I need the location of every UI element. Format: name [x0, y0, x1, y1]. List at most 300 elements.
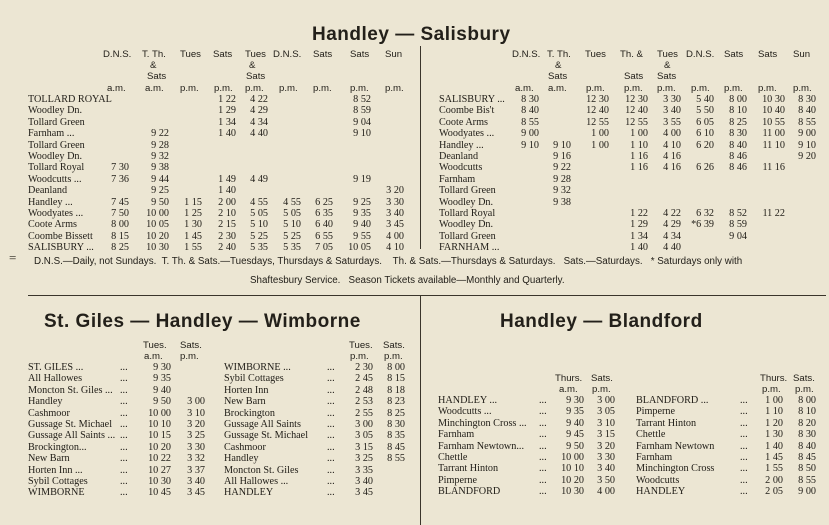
hs-right-day: &	[664, 60, 671, 71]
time-cell	[509, 242, 539, 253]
time-cell	[205, 151, 236, 162]
hs-right-time-col	[715, 94, 747, 253]
time-cell: 1 15	[184, 196, 202, 208]
hs-right-day: D.N.S.	[686, 49, 715, 60]
time-cell: 9 35	[353, 207, 371, 219]
stop-name: TOLLARD ROYAL	[28, 94, 112, 105]
time-cell: 5 40	[696, 94, 714, 105]
time-cell: 4 40	[250, 128, 268, 140]
time-cell: 3 30	[597, 451, 615, 463]
time-cell: 2 05	[765, 486, 783, 498]
time-cell: 9 45	[566, 429, 584, 441]
hs-right-time-col	[509, 94, 539, 253]
stop-name: BLANDFORD ...	[636, 395, 709, 406]
time-cell: 7 05	[315, 242, 333, 254]
leader-dots: ...	[539, 463, 547, 475]
time-cell	[509, 162, 539, 173]
time-cell: 3 25	[355, 453, 373, 465]
time-cell	[541, 242, 571, 253]
time-cell: 4 49	[250, 173, 268, 185]
time-cell: 8 59	[729, 219, 747, 231]
leader-dots: ...	[327, 430, 335, 442]
sg-out-tues-header: Tues.	[143, 340, 167, 351]
leader-dots: ...	[327, 384, 335, 396]
leader-dots: ...	[327, 464, 335, 476]
time-cell	[238, 140, 268, 151]
time-cell: 3 20	[386, 185, 404, 197]
time-cell: 2 30	[218, 230, 236, 242]
top-vertical-divider	[420, 46, 421, 249]
time-cell: 2 30	[355, 362, 373, 373]
time-cell	[577, 162, 609, 173]
time-cell: 10 22	[148, 453, 171, 465]
time-cell	[541, 208, 571, 219]
stop-name: HANDLEY ...	[438, 395, 498, 406]
stop-name: Chettle	[636, 429, 666, 441]
time-cell: 8 40	[798, 105, 816, 117]
hs-left-ampm: p.m.	[279, 83, 298, 94]
time-cell	[577, 174, 609, 185]
stop-name: Deanland	[439, 150, 479, 162]
time-cell	[172, 162, 202, 173]
time-cell	[98, 105, 129, 116]
hs-left-ampm: p.m.	[180, 83, 199, 94]
time-cell	[374, 128, 404, 139]
stop-name: Coombe Bissett	[28, 230, 93, 242]
time-cell	[650, 197, 681, 208]
time-cell	[303, 185, 333, 196]
time-cell: 12 40	[625, 105, 648, 117]
time-cell: 6 35	[315, 207, 333, 219]
hs-left-day: Sats	[246, 71, 266, 82]
hs-left-ampm: a.m.	[145, 83, 164, 94]
time-cell: 10 30	[561, 486, 584, 498]
time-cell: 1 10	[765, 406, 783, 418]
time-cell	[337, 185, 371, 196]
time-cell	[509, 151, 539, 162]
time-cell: 8 46	[729, 150, 747, 162]
sg-ret-tues-header: Tues.	[349, 340, 373, 351]
time-cell	[786, 197, 816, 208]
time-cell	[577, 185, 609, 196]
time-cell	[509, 231, 539, 242]
time-cell	[750, 219, 785, 230]
time-cell: 3 40	[187, 475, 205, 487]
stop-name: Woodley Dn.	[28, 150, 83, 162]
hs-right-ampm: a.m.	[548, 83, 567, 94]
stop-name: Woodley Dn.	[28, 105, 83, 117]
stop-name: HANDLEY	[636, 486, 686, 498]
hb-ret-leaders	[740, 395, 748, 498]
time-cell	[135, 105, 169, 116]
time-cell: 6 40	[315, 219, 333, 231]
stop-name: Horten Inn ...	[28, 464, 83, 476]
stop-name: Cashmoor	[28, 407, 70, 419]
stop-name: Brockington	[224, 407, 275, 419]
time-cell	[715, 242, 747, 253]
time-cell: 8 40	[521, 105, 539, 117]
leader-dots: ...	[120, 453, 128, 465]
time-cell	[98, 185, 129, 196]
sg-ret-ampm: p.m.	[350, 351, 369, 362]
time-cell: 9 50	[153, 396, 171, 408]
time-cell: 1 29	[218, 105, 236, 117]
time-cell: 4 22	[663, 207, 681, 219]
hs-left-time-col	[337, 94, 371, 253]
time-cell: 9 38	[151, 162, 169, 174]
hs-left-ampm: p.m.	[245, 83, 264, 94]
time-cell: 8 23	[387, 396, 405, 408]
hs-left-time-col	[238, 94, 268, 253]
time-cell: 1 55	[184, 242, 202, 254]
hb-ret-ampm: p.m.	[795, 384, 814, 395]
time-cell: 9 30	[153, 362, 171, 373]
leader-dots: ...	[120, 430, 128, 442]
time-cell: 8 50	[798, 463, 816, 475]
leader-dots: ...	[327, 396, 335, 408]
hs-right-day: Sats	[657, 71, 677, 82]
section-divider	[28, 295, 826, 296]
stop-name: Tollard Green	[439, 230, 496, 242]
hs-left-day: Sun	[385, 49, 403, 60]
bottom-vertical-divider	[420, 296, 421, 525]
time-cell: 4 16	[663, 150, 681, 162]
time-cell: 9 00	[521, 128, 539, 140]
time-cell: 5 25	[250, 230, 268, 242]
time-cell	[205, 162, 236, 173]
stop-name: Sybil Cottages	[224, 373, 284, 385]
time-cell: 8 25	[111, 242, 129, 254]
leader-dots: ...	[120, 384, 128, 396]
stop-name: Horten Inn	[224, 384, 269, 396]
leader-dots: ...	[740, 440, 748, 452]
hb-ret-sat-header: Sats.	[793, 373, 815, 384]
time-cell: 9 50	[151, 196, 169, 208]
time-cell: 8 30	[521, 94, 539, 105]
time-cell: 9 25	[353, 196, 371, 208]
hs-left-ampm: p.m.	[350, 83, 369, 94]
stop-name: Farnham	[439, 173, 476, 185]
hs-right-ampm: p.m.	[793, 83, 812, 94]
time-cell	[650, 185, 681, 196]
time-cell: 7 50	[111, 207, 129, 219]
stop-name: Moncton St. Giles	[224, 464, 299, 476]
sg-ret-ampm: p.m.	[384, 351, 403, 362]
time-cell: 1 40	[218, 185, 236, 197]
time-cell: 8 52	[353, 94, 371, 105]
stop-name: Coombe Bis't	[439, 105, 495, 117]
time-cell: 8 25	[387, 407, 405, 419]
time-cell: 8 30	[729, 128, 747, 140]
leader-dots: ...	[539, 440, 547, 452]
time-cell: 10 05	[348, 242, 371, 254]
time-cell	[271, 117, 301, 128]
time-cell: 4 55	[250, 196, 268, 208]
leader-dots: ...	[327, 475, 335, 487]
time-cell	[541, 231, 571, 242]
time-cell: 9 44	[151, 173, 169, 185]
time-cell	[374, 140, 404, 151]
time-cell: 3 45	[386, 219, 404, 231]
hs-right-day: Sats	[624, 71, 644, 82]
time-cell	[303, 151, 333, 162]
time-cell: 4 29	[250, 105, 268, 117]
time-cell: 7 30	[111, 162, 129, 174]
time-cell	[303, 117, 333, 128]
stop-name: Deanland	[28, 185, 68, 197]
stop-name: Coote Arms	[439, 116, 488, 128]
time-cell: 3 45	[187, 487, 205, 499]
stop-name: Minchington Cross ...	[438, 417, 527, 429]
time-cell	[541, 117, 571, 128]
time-cell	[172, 151, 202, 162]
time-cell: 3 45	[355, 487, 373, 499]
time-cell	[98, 174, 129, 185]
stop-name: BLANDFORD	[438, 486, 501, 498]
time-cell	[374, 117, 404, 128]
time-cell	[172, 105, 202, 116]
hs-left-day: D.N.S.	[103, 49, 132, 60]
time-cell	[750, 185, 785, 196]
time-cell	[786, 174, 816, 185]
time-cell	[98, 117, 129, 128]
leader-dots: ...	[327, 362, 335, 373]
time-cell	[303, 94, 333, 105]
stop-name: WIMBORNE	[28, 487, 85, 499]
time-cell: 9 22	[151, 128, 169, 140]
time-cell: 9 04	[353, 116, 371, 128]
hs-right-day: Tues	[585, 49, 606, 60]
hs-left-time-col	[271, 94, 301, 253]
time-cell: 3 30	[386, 196, 404, 208]
time-cell	[541, 94, 571, 105]
stop-name: Handley	[224, 453, 259, 465]
time-cell: 10 00	[561, 451, 584, 463]
time-cell	[750, 197, 785, 208]
time-cell: 8 20	[798, 417, 816, 429]
time-cell: 9 10	[798, 139, 816, 151]
time-cell	[613, 174, 648, 185]
time-cell: 4 00	[386, 230, 404, 242]
time-cell	[374, 105, 404, 116]
time-cell: 9 04	[729, 230, 747, 242]
stop-name: Farnham Newtown	[636, 440, 715, 452]
stop-name: New Barn	[28, 453, 70, 465]
time-cell: 12 55	[586, 116, 609, 128]
stop-name: HANDLEY	[224, 487, 274, 499]
hs-left-day: &	[150, 60, 157, 71]
time-cell	[577, 151, 609, 162]
hs-left-day: T. Th.	[142, 49, 166, 60]
time-cell: 3 40	[597, 463, 615, 475]
time-cell: 1 30	[184, 219, 202, 231]
hb-out-ampm: a.m.	[559, 384, 578, 395]
time-cell: 2 10	[218, 207, 236, 219]
time-cell: 3 30	[663, 94, 681, 105]
time-cell: 6 25	[315, 196, 333, 208]
time-cell: 9 32	[553, 185, 571, 197]
time-cell: 9 19	[353, 173, 371, 185]
time-cell: 10 27	[148, 464, 171, 476]
time-cell: 1 40	[630, 242, 648, 254]
hb-out-sat-col	[588, 395, 615, 498]
time-cell	[509, 219, 539, 230]
time-cell: 2 00	[765, 474, 783, 486]
time-cell: 5 10	[283, 219, 301, 231]
hs-left-stops	[28, 94, 112, 254]
time-cell	[683, 185, 714, 196]
time-cell: 3 10	[187, 407, 205, 419]
hs-right-time-col	[541, 94, 571, 253]
time-cell: 10 45	[148, 487, 171, 499]
hb-ret-sat-col	[787, 395, 816, 498]
time-cell	[577, 197, 609, 208]
time-cell: 10 15	[148, 430, 171, 442]
time-cell: 5 25	[283, 230, 301, 242]
time-cell	[374, 162, 404, 173]
time-cell	[509, 208, 539, 219]
time-cell: 3 50	[597, 474, 615, 486]
time-cell: 8 00	[798, 395, 816, 406]
time-cell: 3 20	[187, 418, 205, 430]
leader-dots: ...	[327, 453, 335, 465]
time-cell	[172, 117, 202, 128]
time-cell: 8 18	[387, 384, 405, 396]
season-ticket-note: Shaftesbury Service. Season Tickets available—Monthly and Quarterly.	[250, 275, 565, 286]
time-cell: 9 28	[553, 173, 571, 185]
stop-name: SALISBURY ...	[28, 242, 94, 254]
time-cell	[172, 128, 202, 139]
time-cell: 2 48	[355, 384, 373, 396]
time-cell: 11 16	[762, 162, 785, 174]
time-cell: 1 49	[218, 173, 236, 185]
time-cell: 6 55	[315, 230, 333, 242]
leader-dots: ...	[120, 362, 128, 373]
time-cell	[303, 162, 333, 173]
leader-dots: ...	[539, 417, 547, 429]
time-cell: 1 22	[630, 207, 648, 219]
time-cell: 8 10	[729, 105, 747, 117]
time-cell: 9 38	[553, 196, 571, 208]
time-cell: 10 55	[762, 116, 785, 128]
stop-name: Woodcutts ...	[28, 173, 82, 185]
hs-left-time-col	[98, 94, 129, 253]
leader-dots: ...	[539, 474, 547, 486]
time-cell: 1 40	[218, 128, 236, 140]
time-cell	[172, 174, 202, 185]
time-cell: 8 00	[729, 94, 747, 105]
time-cell: 9 35	[566, 406, 584, 418]
hs-left-day: Tues	[180, 49, 201, 60]
time-cell: 8 45	[387, 441, 405, 453]
time-cell: 8 55	[798, 474, 816, 486]
stop-name: Farnham	[636, 451, 673, 463]
time-cell	[271, 105, 301, 116]
stop-name: Tollard Royal	[28, 162, 85, 174]
time-cell: 8 30	[798, 429, 816, 441]
hs-right-ampm: p.m.	[758, 83, 777, 94]
time-cell: 8 15	[111, 230, 129, 242]
time-cell: 4 29	[663, 219, 681, 231]
time-cell	[238, 162, 268, 173]
hs-right-ampm: p.m.	[586, 83, 605, 94]
time-cell	[577, 231, 609, 242]
hs-right-day: Sats	[724, 49, 744, 60]
time-cell: 3 05	[597, 406, 615, 418]
time-cell: 3 05	[355, 430, 373, 442]
stop-name: Woodyates ...	[439, 128, 495, 140]
time-cell: 3 00	[597, 395, 615, 406]
time-cell: 9 22	[553, 162, 571, 174]
time-cell: 9 00	[798, 128, 816, 140]
stop-name: SALISBURY ...	[439, 94, 505, 105]
time-cell	[98, 94, 129, 105]
time-cell: 10 20	[148, 441, 171, 453]
time-cell: 10 30	[148, 475, 171, 487]
time-cell: 9 28	[151, 139, 169, 151]
time-cell: 3 40	[355, 475, 373, 487]
time-cell: 12 30	[586, 94, 609, 105]
time-cell: 5 05	[283, 207, 301, 219]
hb-out-thu-col	[553, 395, 584, 498]
hb-ret-thu-header: Thurs.	[760, 373, 788, 384]
time-cell: 1 45	[184, 230, 202, 242]
stop-name: Gussage St. Michael	[28, 418, 113, 430]
time-cell: 1 20	[765, 417, 783, 429]
time-cell: 8 45	[798, 451, 816, 463]
time-cell: 10 10	[148, 418, 171, 430]
stop-name: FARNHAM ...	[439, 242, 500, 254]
time-cell: 6 05	[696, 116, 714, 128]
hs-right-time-col	[750, 94, 785, 253]
time-cell: 1 55	[765, 463, 783, 475]
stop-name: Woodcutts	[636, 474, 680, 486]
time-cell: 4 16	[663, 162, 681, 174]
time-cell: 9 10	[521, 139, 539, 151]
time-cell	[135, 117, 169, 128]
time-cell: 3 30	[187, 441, 205, 453]
hs-right-day: D.N.S.	[512, 49, 541, 60]
stop-name: Chettle	[438, 451, 468, 463]
time-cell: 12 30	[625, 94, 648, 105]
hs-right-day: &	[555, 60, 562, 71]
time-cell: 5 10	[250, 219, 268, 231]
sg-out-sats-header: Sats.	[180, 340, 202, 351]
stop-name: Farnham Newtown...	[438, 440, 525, 452]
time-cell: 8 30	[387, 418, 405, 430]
time-cell: 8 40	[798, 440, 816, 452]
time-cell: 8 55	[387, 453, 405, 465]
time-cell	[303, 174, 333, 185]
leader-dots: ...	[327, 487, 335, 499]
time-cell	[613, 197, 648, 208]
time-cell	[238, 151, 268, 162]
hs-left-ampm: p.m.	[214, 83, 233, 94]
time-cell: *6 39	[691, 219, 714, 231]
hb-out-leaders	[539, 395, 547, 498]
leader-dots: ...	[740, 463, 748, 475]
stop-name: Coote Arms	[28, 219, 77, 231]
time-cell	[271, 140, 301, 151]
time-cell	[577, 219, 609, 230]
time-cell: 9 10	[353, 128, 371, 140]
time-cell	[650, 174, 681, 185]
time-cell: 1 22	[218, 94, 236, 105]
time-cell	[303, 140, 333, 151]
time-cell: 3 55	[663, 116, 681, 128]
time-cell	[98, 162, 129, 173]
time-cell: 11 10	[762, 139, 785, 151]
